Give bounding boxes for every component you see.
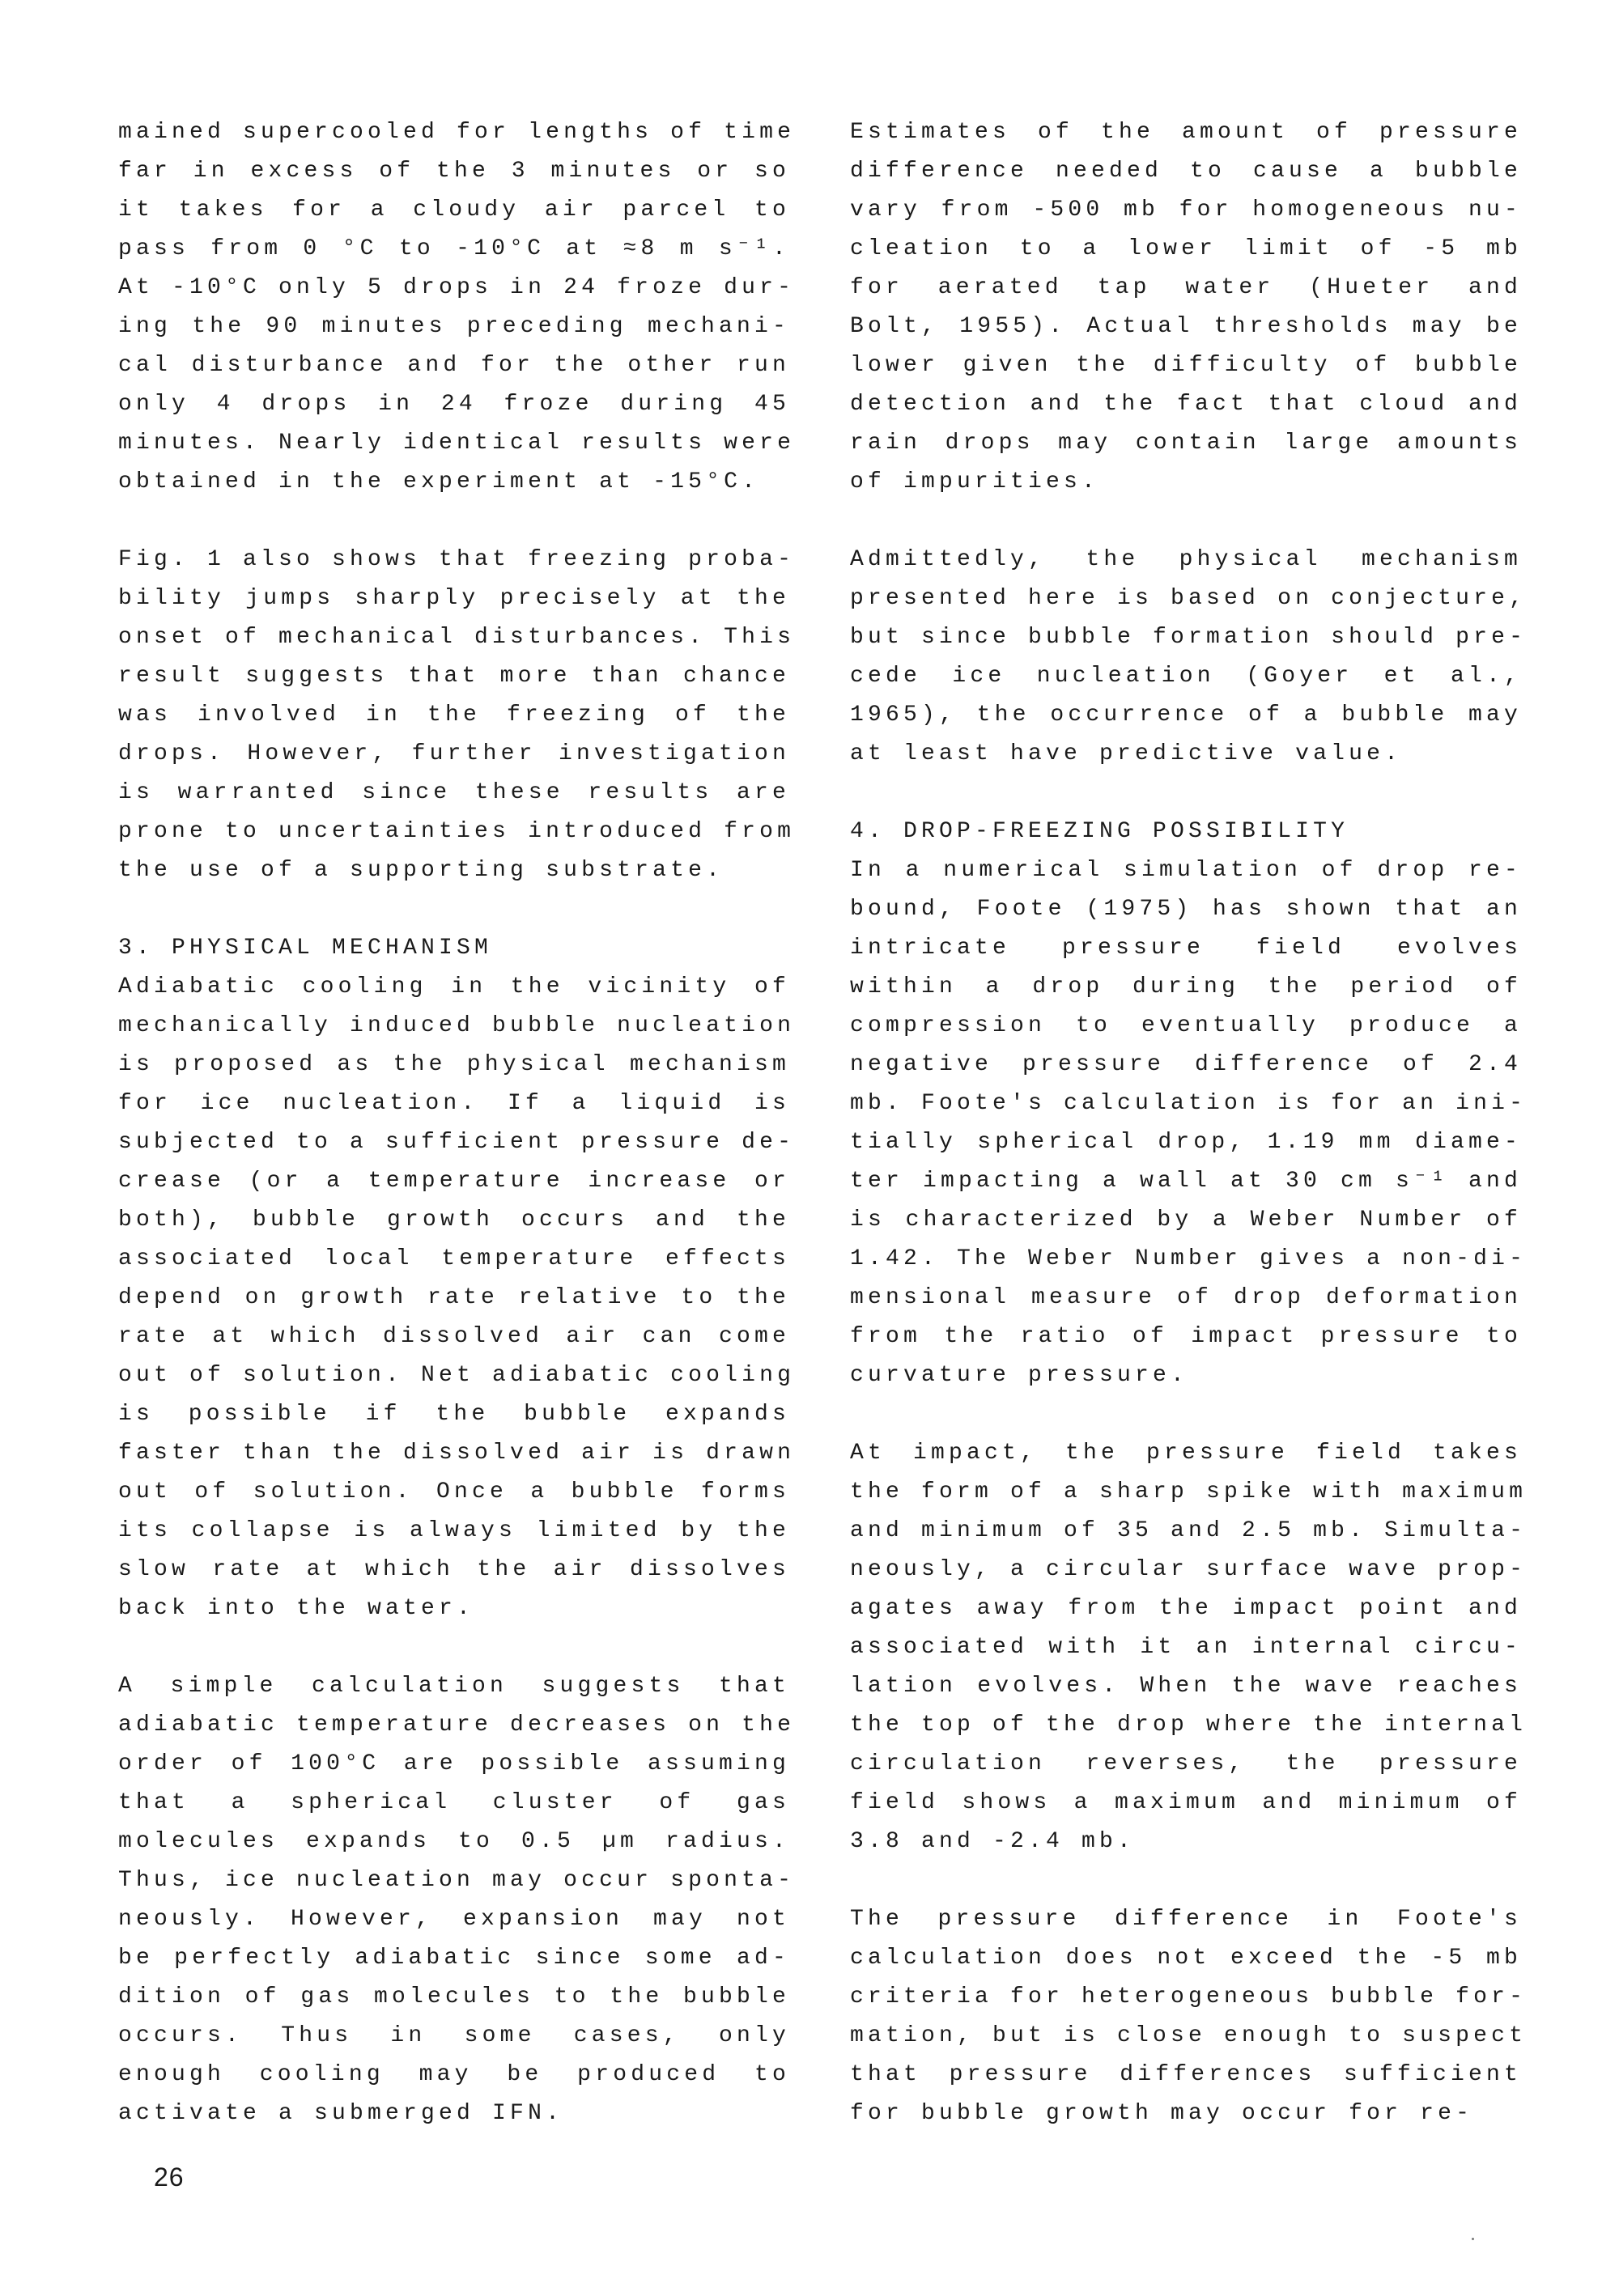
text-line: that pressure differences sufficient <box>850 2062 1522 2087</box>
text-line: is proposed as the physical mechanism <box>118 1052 790 1077</box>
text-line: Bolt, 1955). Actual thresholds may be <box>850 314 1522 339</box>
paragraph <box>850 1434 1528 1861</box>
text-line: crease (or a temperature increase or <box>118 1169 790 1194</box>
text-line: rate at which dissolved air can come <box>118 1324 790 1349</box>
text-line: lower given the difficulty of bubble <box>850 353 1522 378</box>
text-line: obtained in the experiment at -15°C. <box>118 469 760 494</box>
text-line: Fig. 1 also shows that freezing proba- <box>118 547 796 572</box>
text-line: At impact, the pressure field takes <box>850 1441 1522 1466</box>
text-line: associated local temperature effects <box>118 1246 790 1271</box>
text-line: vary from -500 mb for homogeneous nu- <box>850 197 1522 223</box>
paragraph <box>850 541 1528 774</box>
text-line: mb. Foote's calculation is for an ini- <box>850 1091 1528 1116</box>
paragraph <box>850 1900 1528 2133</box>
text-line: only 4 drops in 24 froze during 45 <box>118 392 790 417</box>
paragraph <box>850 113 1522 502</box>
paragraph <box>118 113 796 502</box>
text-line: The pressure difference in Foote's <box>850 1907 1522 1932</box>
text-line: intricate pressure field evolves <box>850 936 1522 961</box>
text-line: Estimates of the amount of pressure <box>850 120 1522 145</box>
text-line: is characterized by a Weber Number of <box>850 1207 1522 1233</box>
text-line: In a numerical simulation of drop re- <box>850 858 1522 883</box>
text-line: neously, a circular surface wave prop- <box>850 1557 1528 1582</box>
text-line: for aerated tap water (Hueter and <box>850 275 1522 300</box>
text-line: At -10°C only 5 drops in 24 froze dur- <box>118 275 796 300</box>
text-line: criteria for heterogeneous bubble for- <box>850 1984 1528 2010</box>
text-line: is warranted since these results are <box>118 780 790 805</box>
text-line: difference needed to cause a bubble <box>850 159 1522 184</box>
text-line: tially spherical drop, 1.19 mm diame- <box>850 1130 1522 1155</box>
text-line: the use of a supporting substrate. <box>118 858 725 883</box>
text-line: but since bubble formation should pre- <box>850 625 1528 650</box>
text-line: it takes for a cloudy air parcel to <box>118 197 790 223</box>
text-line: back into the water. <box>118 1596 475 1621</box>
page-number: 26 <box>154 2162 185 2192</box>
text-line: compression to eventually produce a <box>850 1013 1522 1038</box>
text-line: is possible if the bubble expands <box>118 1402 790 1427</box>
text-line: for bubble growth may occur for re- <box>850 2101 1474 2126</box>
text-line: drops. However, further investigation <box>118 741 790 766</box>
text-line: lation evolves. When the wave reaches <box>850 1674 1522 1699</box>
text-line: subjected to a sufficient pressure de- <box>118 1130 796 1155</box>
text-line: occurs. Thus in some cases, only <box>118 2023 790 2048</box>
section-paragraph <box>850 813 1528 1395</box>
text-line: minutes. Nearly identical results were <box>118 431 796 456</box>
text-line: within a drop during the period of <box>850 974 1522 999</box>
text-line: molecules expands to 0.5 µm radius. <box>118 1829 790 1854</box>
text-line: Admittedly, the physical mechanism <box>850 547 1522 572</box>
text-line: both), bubble growth occurs and the <box>118 1207 790 1233</box>
text-line: mensional measure of drop deformation <box>850 1285 1522 1310</box>
text-line: field shows a maximum and minimum of <box>850 1790 1522 1815</box>
text-line: faster than the dissolved air is drawn <box>118 1441 796 1466</box>
right-column <box>850 113 1528 2172</box>
text-line: activate a submerged IFN. <box>118 2101 564 2126</box>
text-line: Adiabatic cooling in the vicinity of <box>118 974 790 999</box>
text-line: Thus, ice nucleation may occur sponta- <box>118 1868 796 1893</box>
text-line: and minimum of 35 and 2.5 mb. Simulta- <box>850 1518 1528 1543</box>
scan-speck <box>1472 2238 1474 2240</box>
text-line: that a spherical cluster of gas <box>118 1790 790 1815</box>
text-line: A simple calculation suggests that <box>118 1674 790 1699</box>
text-line: result suggests that more than chance <box>118 664 790 689</box>
section-paragraph <box>118 929 796 1628</box>
text-line: the top of the drop where the internal <box>850 1712 1528 1738</box>
text-line: negative pressure difference of 2.4 <box>850 1052 1522 1077</box>
text-line: far in excess of the 3 minutes or so <box>118 159 790 184</box>
text-line: rain drops may contain large amounts <box>850 431 1522 456</box>
text-line: curvature pressure. <box>850 1363 1189 1388</box>
text-line: neously. However, expansion may not <box>118 1907 790 1932</box>
text-line: agates away from the impact point and <box>850 1596 1522 1621</box>
section-heading: 4. DROP-FREEZING POSSIBILITY <box>850 819 1349 844</box>
text-line: bility jumps sharply precisely at the <box>118 586 790 611</box>
paragraph <box>118 1667 796 2133</box>
text-line: 3.8 and -2.4 mb. <box>850 1829 1136 1854</box>
left-column <box>118 113 796 2172</box>
text-line: pass from 0 °C to -10°C at ≈8 m s⁻¹. <box>118 236 790 261</box>
text-line: 1.42. The Weber Number gives a non-di- <box>850 1246 1528 1271</box>
text-line: enough cooling may be produced to <box>118 2062 790 2087</box>
text-line: was involved in the freezing of the <box>118 702 790 728</box>
text-line: adiabatic temperature decreases on the <box>118 1712 796 1738</box>
text-line: detection and the fact that cloud and <box>850 392 1522 417</box>
text-line: slow rate at which the air dissolves <box>118 1557 790 1582</box>
text-line: mation, but is close enough to suspect <box>850 2023 1528 2048</box>
text-line: calculation does not exceed the -5 mb <box>850 1946 1522 1971</box>
text-line: of impurities. <box>850 469 1100 494</box>
text-line: depend on growth rate relative to the <box>118 1285 790 1310</box>
text-line: circulation reverses, the pressure <box>850 1751 1522 1776</box>
text-line: ing the 90 minutes preceding mechani- <box>118 314 790 339</box>
text-line: 1965), the occurrence of a bubble may <box>850 702 1522 728</box>
text-line: ter impacting a wall at 30 cm s⁻¹ and <box>850 1169 1522 1194</box>
text-line: at least have predictive value. <box>850 741 1403 766</box>
text-line: cleation to a lower limit of -5 mb <box>850 236 1522 261</box>
text-line: presented here is based on conjecture, <box>850 586 1528 611</box>
section-heading: 3. PHYSICAL MECHANISM <box>118 936 493 961</box>
text-line: for ice nucleation. If a liquid is <box>118 1091 790 1116</box>
text-line: mechanically induced bubble nucleation <box>118 1013 796 1038</box>
text-line: mained supercooled for lengths of time <box>118 120 796 145</box>
text-line: cal disturbance and for the other run <box>118 353 790 378</box>
text-line: out of solution. Once a bubble forms <box>118 1479 790 1504</box>
text-line: be perfectly adiabatic since some ad- <box>118 1946 790 1971</box>
text-line: its collapse is always limited by the <box>118 1518 790 1543</box>
text-line: out of solution. Net adiabatic cooling <box>118 1363 796 1388</box>
text-line: associated with it an internal circu- <box>850 1635 1522 1660</box>
text-line: prone to uncertainties introduced from <box>118 819 796 844</box>
text-line: onset of mechanical disturbances. This <box>118 625 796 650</box>
text-line: cede ice nucleation (Goyer et al., <box>850 664 1522 689</box>
text-line: order of 100°C are possible assuming <box>118 1751 790 1776</box>
text-line: the form of a sharp spike with maximum <box>850 1479 1528 1504</box>
text-line: bound, Foote (1975) has shown that an <box>850 897 1522 922</box>
text-line: dition of gas molecules to the bubble <box>118 1984 790 2010</box>
text-line: from the ratio of impact pressure to <box>850 1324 1522 1349</box>
paragraph <box>118 541 796 890</box>
